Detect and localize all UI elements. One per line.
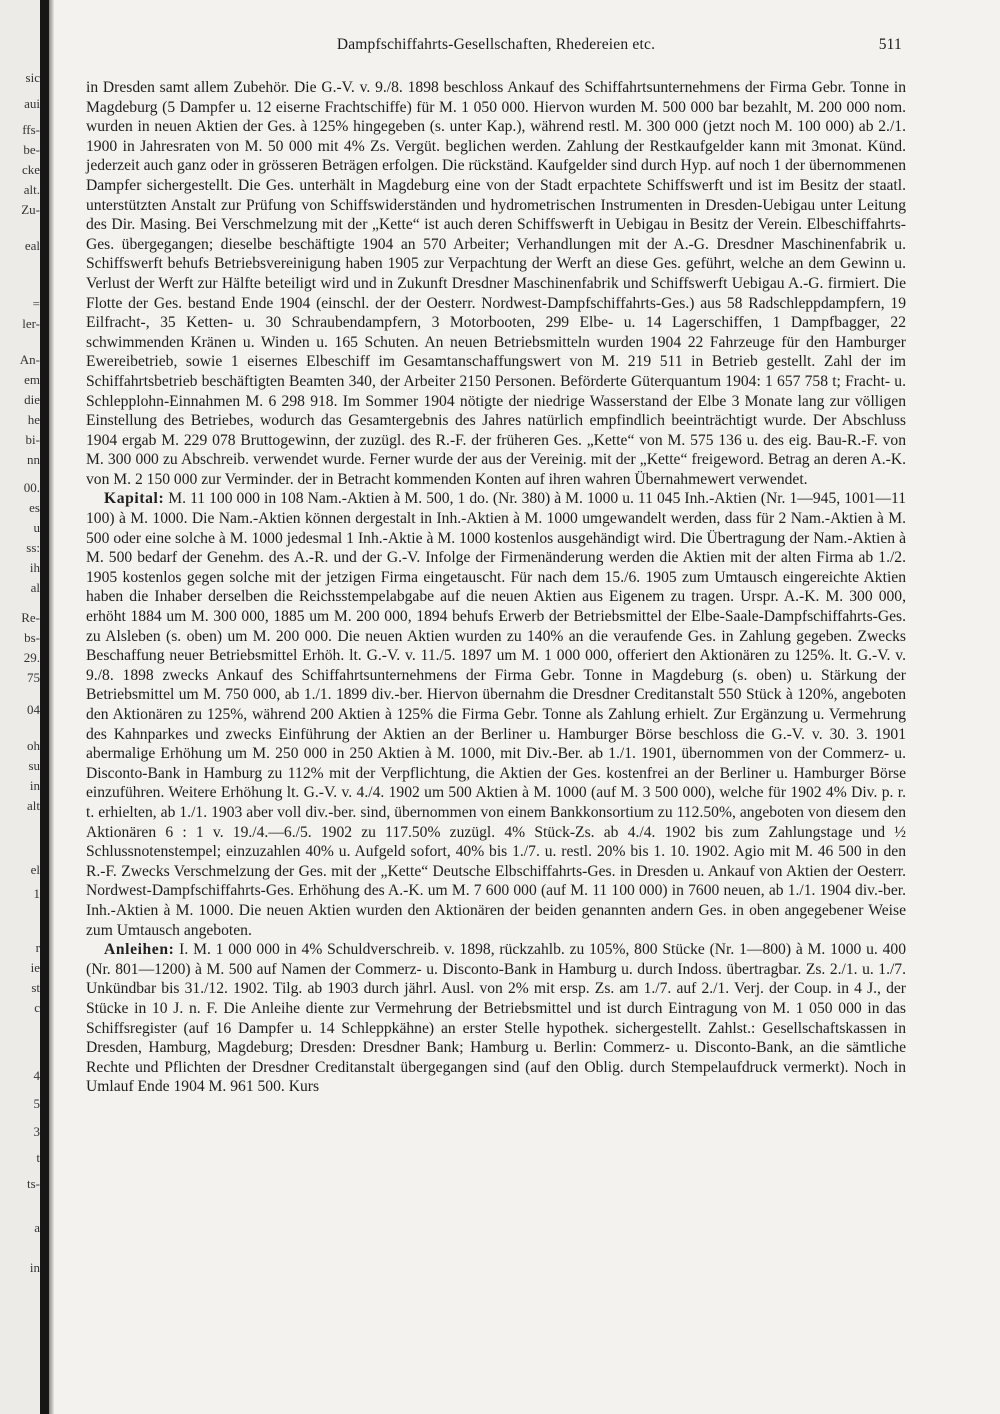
gutter-fragment: al [30,580,40,595]
gutter-fragment: bi- [25,432,40,447]
gutter-fragment: 3 [33,1124,40,1139]
gutter-fragment: aui [24,96,40,111]
gutter-fragment: alt [27,798,40,813]
gutter-fragment: ss: [26,540,40,555]
gutter-fragment: 00. [23,480,40,495]
section-label-anleihen: Anleihen: [104,941,175,959]
gutter-fragment: 1 [33,886,40,901]
gutter-fragment: ts- [27,1176,40,1191]
gutter-fragment: in [29,778,40,793]
gutter-fragment: nn [27,452,40,467]
gutter-fragment: be- [23,142,40,157]
gutter-fragment: = [32,296,40,311]
paragraph-kapital [86,489,906,940]
gutter-fragment: Re- [21,610,40,625]
paragraph-text: I. M. 1 000 000 in 4% Schuldverschreib. v. 1898, rückzahlb. zu 105%, 800 Stücke (Nr. 1—800) à M. 1000 u. 400 (Nr. 801—1200) à M. 500 auf Namen der Commerz- u. Disconto-Bank in Hamburg u. durch Indoss. übertragbar. Zs. 2./1. u. 1./7. Unkündbar bis 31./12. 1902. Tilg. ab 1903 durch jährl. Ausl. von 2% mit ersp. Zs. am 1./7. auf 2./1. Verj. der Coup. in 4 J., der Stücke in 10 J. n. F. Die Anleihe diente zur Vermehrung der Betriebsmittel und ist durch Eintragung von M. 1 050 000 in das Schiffsregister (auf 16 Dampfer u. 14 Schleppkähne) an erster Stelle hypothek. sichergestellt. Zahlst.: Gesellschaftskassen in Dresden, Hamburg, Magdeburg; Dresden: Dresdner Bank; Hamburg u. Berlin: Commerz- u. Disconto-Bank, an die sämtliche Rechte und Pflichten der Dresdner Creditanstalt übergegangen sind (auf den Oblig. durch Stempelaufdruck vermerkt). Noch in Umlauf Ende 1904 M. 961 500. Kurs [86,941,906,1096]
page-body [86,78,906,1403]
running-header-title: Dampfschiffahrts-Gesellschaften, Rhedereien etc. [336,36,656,53]
gutter-fragment: ffs- [22,122,40,137]
gutter-fragment: 29. [23,650,40,665]
gutter-fragment: 75 [27,670,40,685]
paragraph-company-history [86,78,906,489]
gutter-fragment: em [24,372,40,387]
gutter-fragment: die [24,392,40,407]
book-binding-shadow [40,0,49,1414]
running-header [86,36,906,60]
gutter-fragment: ler- [22,316,40,331]
binding-edge [49,0,54,1414]
gutter-fragment: eal [24,238,40,253]
page-number: 511 [878,36,902,53]
gutter-fragment: 4 [33,1068,40,1083]
paragraph-anleihen [86,940,906,1097]
gutter-fragment: u [33,520,40,535]
gutter-fragment: st [31,980,40,995]
section-label-kapital: Kapital: [104,490,165,508]
gutter-fragment: oh [27,738,40,753]
gutter-fragment: he [27,412,40,427]
gutter-fragment: ih [29,560,40,575]
gutter-fragment: ie [30,960,40,975]
gutter-fragment: sic [25,70,40,85]
gutter-fragment: t [36,1150,40,1165]
gutter-fragment: cke [21,162,40,177]
paragraph-text: M. 11 100 000 in 108 Nam.-Aktien à M. 500, 1 do. (Nr. 380) à M. 1000 u. 11 045 Inh.-Aktien (Nr. 1—945, 1001—11 100) à M. 1000. Die Nam.-Aktien können dergestalt in Inh.-Aktien à M. 1000 umgewandelt werden, dass für 2 Nam.-Aktien à M. 500 oder eine solche à M. 1000 jedesmal 1 Inh.-Aktie à M. 1000 kostenlos ausgehändigt wird. Die Übertragung der Nam.-Aktien à M. 500 bedarf der Genehm. des A.-R. und der G.-V. Infolge der Firmenänderung werden die Aktien mit der alten Firma ab 1./2. 1905 kostenlos gegen solche mit der jetzigen Firma eingetauscht. Für nach dem 15./6. 1905 zum Umtausch eingereichte Aktien haben die Inhaber derselben die Reichsstempelabgabe auf die neuen Aktien aus Eigenem zu tragen. Urspr. A.-K. M. 300 000, erhöht 1884 um M. 300 000, 1885 um M. 200 000, 1894 behufs Erwerb der Betriebsmittel der Elbe-Saale-Dampfschiffahrts-Ges. zu Alsleben (s. oben) um M. 200 000. Die neuen Aktien wurden zu 140% an die veraufende Ges. in Zahlung gegeben. Zwecks Beschaffung neuer Betriebsmittel Erhöh. lt. G.-V. v. 11./5. 1897 um M. 1 000 000, offeriert den Aktionären zu 125%. lt. G.-V. v. 9./8. 1898 zwecks Ankauf des Schiffahrtsunternehmens der Firma Gebr. Tonne in Magdeburg (s. oben) u. Stärkung der Betriebsmittel um M. 750 000, ab 1./1. 1899 div.-ber. Hiervon übernahm die Dresdner Creditanstalt 550 Stück à 120%, angeboten den Aktionären zu 125%, während 200 Aktien à 125% die Firma Gebr. Tonne als Zahlung erhielt. Zur Ergänzung u. Vermehrung des Kahnparkes und zwecks Einführung der Aktien an der Berliner u. Hamburger Börse beschloss die G.-V. v. 30. 3. 1901 abermalige Erhöhung um M. 250 000 in 250 Aktien à M. 1000, mit Div.-Ber. ab 1./1. 1901, übernommen von der Commerz- u. Disconto-Bank in Hamburg zu 112% mit der Verpflichtung, die Aktien der Ges. kostenfrei an der Berliner u. Hamburger Börse einzuführen. Weitere Erhöhung lt. G.-V. v. 4./4. 1902 um 500 Aktien à M. 1000 (auf M. 3 500 000), welche für 1902 4% Div. p. r. t. erhielten, ab 1./1. 1903 aber voll div.-ber. sind, übernommen von einem Bankkonsortium zu 112.50%, angeboten von diesem den Aktionären 6 : 1 v. 19./4.—6./5. 1902 zu 117.50% zuzügl. 4% Stück-Zs. ab 4./4. 1902 bis zum Zahlungstage und ½ Schlussnotenstempel; einzuzahlen 40% u. Aufgeld sofort, 40% bis 1./7. u. restl. 20% bis 1. 10. 1902. Agio mit M. 46 500 in den R.-F. Zwecks Verschmelzung der Ges. mit der „Kette“ Deutsche Elbschiffahrts-Ges. in Dresden u. Ankauf von Aktien der Oesterr. Nordwest-Dampfschiffahrts-Ges. Erhöhung des A.-K. um M. 7 600 000 (auf M. 11 100 000) in 7600 neuen, ab 1./1. 1904 div.-ber. Inh.-Aktien à M. 1000. Die neuen Aktien wurden den Aktionären der beiden genannten andern Ges. in oben angegebener Weise zum Umtausch angeboten. [86,490,906,939]
gutter-fragment: r [35,940,40,955]
gutter-fragment: 04 [27,702,40,717]
gutter-fragment: An- [19,352,40,367]
gutter-fragment: su [28,758,40,773]
gutter-fragment: el [30,862,40,877]
gutter-fragment: Zu- [21,202,40,217]
gutter-fragment: in [29,1260,40,1275]
gutter-fragment: alt. [23,182,40,197]
gutter-fragment: a [34,1220,40,1235]
gutter-fragment: c [34,1000,40,1015]
paragraph-text: in Dresden samt allem Zubehör. Die G.-V. v. 9./8. 1898 beschloss Ankauf des Schiffahrtsunternehmens der Firma Gebr. Tonne in Magdeburg (5 Dampfer u. 12 eiserne Frachtschiffe) für M. 1 050 000. Hiervon wurden M. 500 000 bar bezahlt, M. 200 000 nom. wurden in neuen Aktien der Ges. à 125% hingegeben (s. unter Kap.), während restl. M. 300 000 (jetzt noch M. 100 000) ab 2./1. 1900 in Jahresraten von M. 50 000 mit 4% Zs. Vergüt. beglichen werden. Zahlung der Restkaufgelder kann mit 3monat. Künd. jederzeit auch ganz oder in grösseren Beträgen erfolgen. Die rückständ. Kaufgelder sind durch Hyp. auf noch 1 der übernommenen Dampfer sichergestellt. Die Ges. unterhält in Magdeburg eine von der Stadt erpachtete Schiffswerft und ist im Besitz der staatl. unterstützten Anstalt zur Prüfung von Schiffswiderständen und hydrometrischen Instrumenten in Dresden-Uebigau unter Leitung des Dir. Masing. Bei Verschmelzung mit der „Kette“ ist auch deren Schiffswerft in Uebigau in Besitz der Verein. Elbeschiffahrts-Ges. übergegangen; dieselbe beschäftigte 1904 an 570 Arbeiter; Verhandlungen mit der A.-G. Dresdner Maschinenfabrik u. Schiffswerft behufs Betriebsvereinigung haben 1905 zur Verpachtung der Werft an diese Ges. geführt, welche an dem Gewinn u. Verlust der Werft zur Hälfte beteiligt wird und in Zukunft Dresdner Maschinenfabrik und Schiffswerft Uebigau A.-G. firmiert. Die Flotte der Ges. bestand Ende 1904 (einschl. der der Oesterr. Nordwest-Dampfschiffahrts-Ges.) aus 58 Radschleppdampfern, 19 Eilfracht-, 35 Ketten- u. 30 Schraubendampfern, 3 Motorbooten, 299 Elbe- u. 14 Lagerschiffen, 1 Dampfbagger, 22 schwimmenden Kränen u. Winden u. 165 Schuten. An neuen Betriebsmitteln wurden 1904 22 Fahrzeuge für den Hamburger Ewereibetrieb, sowie 1 eisernes Elbeschiff im Gesamtanschaffungswert von M. 219 511 in Betrieb gestellt. Zahl der im Schiffahrtsbetrieb beschäftigten Beamten 340, der Arbeiter 2150 Personen. Beförderte Güterquantum 1904: 1 657 758 t; Fracht- u. Schlepplohn-Einnahmen M. 6 298 918. Im Sommer 1904 nötigte der niedrige Wasserstand der Elbe 3 Monate lang zur völligen Einstellung des Betriebes, wodurch das Gesamtergebnis des Jahres natürlich empfindlich beeinträchtigt wurde. Der Abschluss 1904 ergab M. 229 078 Bruttogewinn, der zuzügl. des R.-F. der früheren Ges. „Kette“ von M. 575 136 u. des eig. Bau-R.-F. von M. 300 000 zu Abschreib. verwendet wurde. Ferner wurde der aus der Vereinig. mit der „Kette“ freigeword. Betrag an deren A.-K. von M. 2 150 000 zur Verminder. der in Betracht kommenden Konten auf ihren wahren Übernahmewert verwendet. [86,79,906,488]
gutter-fragment: es [29,500,40,515]
gutter-fragment: 5 [33,1096,40,1111]
gutter-fragment: bs- [24,630,40,645]
